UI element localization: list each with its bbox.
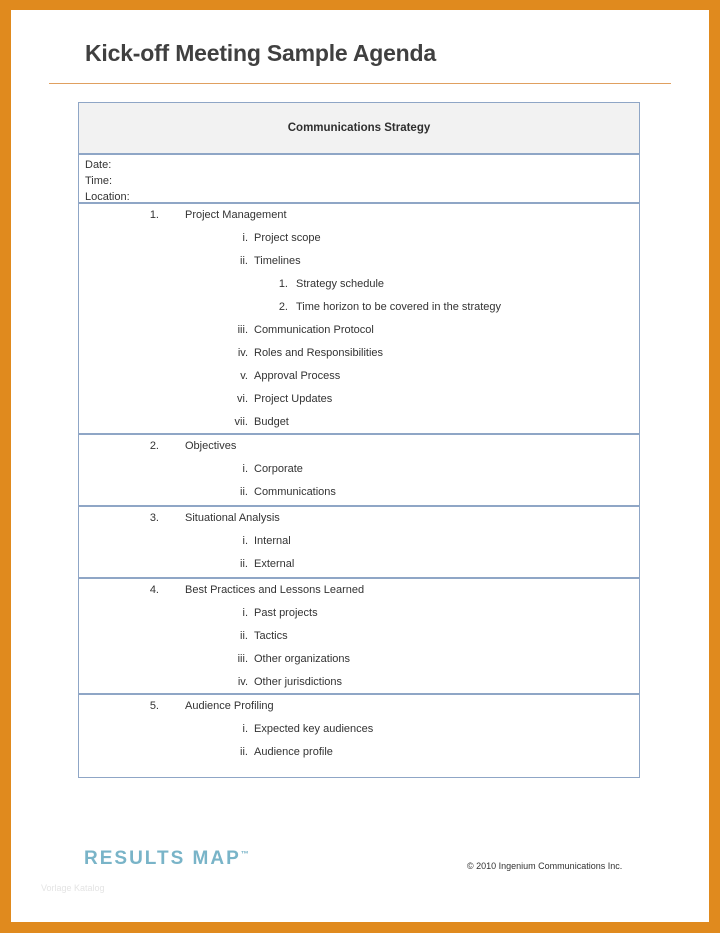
title-divider xyxy=(49,83,671,84)
item-text: Project scope xyxy=(254,232,321,244)
item-text: Past projects xyxy=(254,607,318,619)
item-number: ii. xyxy=(240,746,248,758)
list-item xyxy=(79,481,639,504)
section-title: Best Practices and Lessons Learned xyxy=(185,584,365,596)
list-item xyxy=(79,718,639,741)
item-number: 1. xyxy=(278,278,288,290)
item-text: Project Updates xyxy=(254,393,333,405)
item-text: Corporate xyxy=(254,463,303,475)
item-text: Time horizon to be covered in the strategy xyxy=(296,301,502,313)
meeting-details xyxy=(79,155,639,204)
list-item xyxy=(79,602,639,625)
watermark-text: Vorlage Katalog xyxy=(41,883,105,893)
section-number: 5. xyxy=(149,700,159,712)
item-text: Expected key audiences xyxy=(254,723,374,735)
list-item xyxy=(79,458,639,481)
item-number: v. xyxy=(240,370,248,382)
item-number: ii. xyxy=(240,486,248,498)
list-item xyxy=(79,530,639,553)
section-heading xyxy=(79,579,639,602)
list-item xyxy=(79,296,639,319)
item-number: iv. xyxy=(237,676,248,688)
list-item xyxy=(79,388,639,411)
item-text: Other jurisdictions xyxy=(254,676,343,688)
item-text: Audience profile xyxy=(254,746,333,758)
section-number: 3. xyxy=(149,512,159,524)
item-number: ii. xyxy=(240,630,248,642)
item-number: i. xyxy=(242,535,248,547)
time-label: Time: xyxy=(85,175,113,187)
item-text: Approval Process xyxy=(254,370,341,382)
section-number: 1. xyxy=(149,209,159,221)
item-text: Internal xyxy=(254,535,291,547)
section-number: 2. xyxy=(149,440,159,452)
item-number: iii. xyxy=(237,653,248,665)
document-page xyxy=(11,10,709,922)
table-header-title: Communications Strategy xyxy=(287,122,431,134)
agenda-section xyxy=(79,204,639,435)
list-item xyxy=(79,553,639,576)
copyright-notice: © 2010 Ingenium Communications Inc. xyxy=(467,861,623,871)
list-item xyxy=(79,648,639,671)
list-item xyxy=(79,411,639,434)
item-number: i. xyxy=(242,463,248,475)
item-text: Roles and Responsibilities xyxy=(254,347,384,359)
list-item xyxy=(79,273,639,296)
item-number: ii. xyxy=(240,558,248,570)
list-item xyxy=(79,227,639,250)
item-number: iii. xyxy=(237,324,248,336)
date-label: Date: xyxy=(85,159,112,171)
location-label: Location: xyxy=(85,191,130,203)
section-heading xyxy=(79,695,639,718)
item-number: i. xyxy=(242,232,248,244)
list-item xyxy=(79,250,639,273)
item-number: vi. xyxy=(237,393,248,405)
agenda-section xyxy=(79,579,639,695)
agenda-section xyxy=(79,507,639,579)
list-item xyxy=(79,741,639,764)
item-text: Strategy schedule xyxy=(296,278,385,290)
page-title: Kick-off Meeting Sample Agenda xyxy=(85,40,436,66)
item-text: Communications xyxy=(254,486,336,498)
list-item xyxy=(79,671,639,694)
brand-name: RESULTS MAP xyxy=(84,848,241,869)
list-item xyxy=(79,319,639,342)
table-header xyxy=(79,103,639,155)
item-text: Timelines xyxy=(254,255,301,267)
section-heading xyxy=(79,435,639,458)
section-heading xyxy=(79,507,639,530)
agenda-section xyxy=(79,695,639,779)
agenda-section xyxy=(79,435,639,507)
item-text: Communication Protocol xyxy=(254,324,374,336)
results-map-logo xyxy=(84,848,249,870)
item-number: iv. xyxy=(237,347,248,359)
item-text: External xyxy=(254,558,295,570)
section-title: Objectives xyxy=(185,440,237,452)
item-number: 2. xyxy=(278,301,288,313)
item-number: i. xyxy=(242,723,248,735)
item-number: ii. xyxy=(240,255,248,267)
item-text: Budget xyxy=(254,416,289,428)
agenda-table xyxy=(78,102,640,778)
section-title: Project Management xyxy=(185,209,287,221)
trademark-symbol: ™ xyxy=(240,849,249,859)
list-item xyxy=(79,342,639,365)
section-title: Audience Profiling xyxy=(185,700,274,712)
list-item xyxy=(79,625,639,648)
item-number: vii. xyxy=(234,416,248,428)
item-text: Tactics xyxy=(254,630,288,642)
section-heading xyxy=(79,204,639,227)
item-text: Other organizations xyxy=(254,653,350,665)
section-number: 4. xyxy=(149,584,159,596)
section-title: Situational Analysis xyxy=(185,512,280,524)
item-number: i. xyxy=(242,607,248,619)
list-item xyxy=(79,365,639,388)
